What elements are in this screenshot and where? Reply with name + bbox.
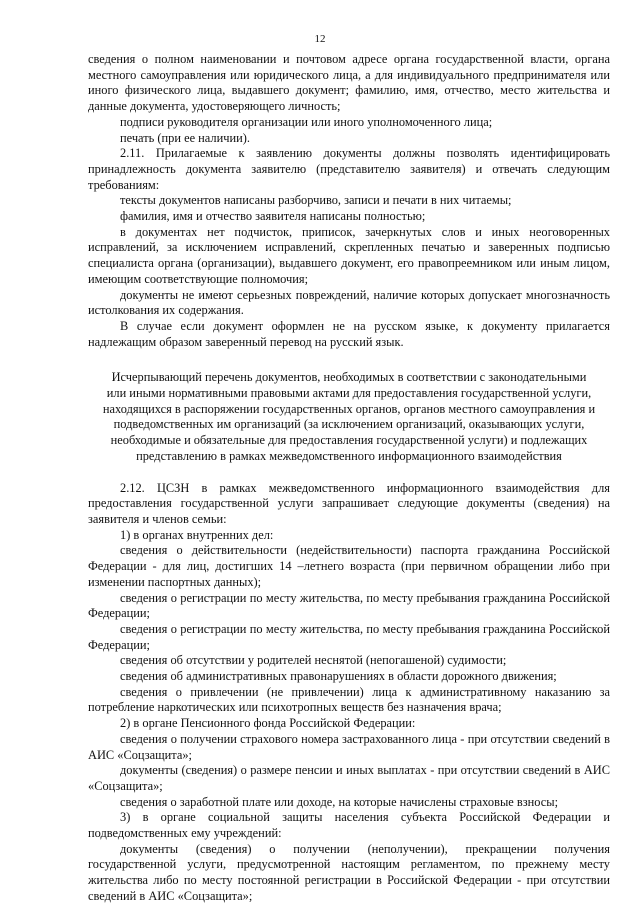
paragraph-stamp: печать (при ее наличии).	[120, 130, 250, 145]
paragraph-2-11: 2.11. Прилагаемые к заявлению документы должны позволять идентифицировать принадлежность документа заявителю (представителю заявителя) и отвечать следующим требованиям:	[88, 146, 610, 192]
page-number: 12	[314, 33, 326, 45]
paragraph-legible-texts: тексты документов написаны разборчиво, записи и печати в них читаемы;	[120, 193, 512, 208]
list-item-social-protection: 3) в органе социальной защиты населения субъекта Российской Федерации и подведомственных ему учреждений:	[88, 810, 610, 841]
list-item-service-receipt: документы (сведения) о получении (неполучении), прекращении получения государственной услуги, предусмотренной настоящим регламентом, по прежнему месту жительства либо по месту постоянной регистрации в Российской Федерации - при отсутствии сведений в АИС «Соцзащита»;	[88, 841, 610, 903]
list-item-pension-fund: 2) в органе Пенсионного фонда Российской Федерации:	[120, 716, 416, 731]
list-item-registration-1: сведения о регистрации по месту жительства, по месту пребывания гражданина Российской Федерации;	[88, 590, 610, 621]
list-item-insurance-number: сведения о получении страхового номера застрахованного лица - при отсутствии сведений в АИС «Соцзащита»;	[88, 731, 610, 762]
paragraph-translation: В случае если документ оформлен не на русском языке, к документу прилагается надлежащим образом заверенный перевод на русский язык.	[88, 318, 610, 349]
list-item-internal-affairs: 1) в органах внутренних дел:	[120, 527, 274, 542]
list-item-traffic-offenses: сведения об административных правонарушениях в области дорожного движения;	[120, 669, 557, 684]
paragraph-2-12: 2.12. ЦСЗН в рамках межведомственного информационного взаимодействия для предоставления государственной услуги запрашивает следующие документы (сведения) на заявителя и членов семьи:	[88, 480, 610, 526]
list-item-drug-offenses: сведения о привлечении (не привлечении) лица к административному наказанию за потребление наркотических или психотропных веществ без назначения врача;	[88, 684, 610, 715]
paragraph-no-damage: документы не имеют серьезных повреждений, наличие которых допускает многозначность истолкования их содержания.	[88, 287, 610, 318]
paragraph-no-corrections: в документах нет подчисток, приписок, зачеркнутых слов и иных неоговоренных исправлений, за исключением исправлений, скрепленных печатью и заверенных подписью специалиста органа (организации), выдавшего документ, его правопреемником или иным лицом, имеющим соответствующие полномочия;	[88, 224, 610, 286]
section-heading: Исчерпывающий перечень документов, необходимых в соответствии с законодательными или иными нормативными правовыми актами для предоставления государственной услуги, находящихся в распоряжении государственных органов, органов местного самоуправления и подведомственных им организаций (за исключением организаций, оказывающих услуги, необходимые и обязательные для предоставления государственной услуги) и подлежащих представлению в рамках межведомственного информационного взаимодействия	[102, 370, 596, 463]
list-item-passport-validity: сведения о действительности (недействительности) паспорта гражданина Российской Федерации - для лиц, достигших 14 –летнего возраста (при первичном обращении либо при изменении паспортных данных);	[88, 543, 610, 589]
paragraph-applicant-details: сведения о полном наименовании и почтовом адресе органа государственной власти, органа местного самоуправления или юридического лица, а для индивидуального предпринимателя или иного физического лица, выдавшего документ; фамилию, имя, отчество, место жительства и данные документа, удостоверяющего личность;	[88, 52, 610, 114]
list-item-registration-2: сведения о регистрации по месту жительства, по месту пребывания гражданина Российской Федерации;	[88, 621, 610, 652]
paragraph-signatures: подписи руководителя организации или иного уполномоченного лица;	[120, 114, 493, 129]
list-item-salary: сведения о заработной плате или доходе, на которые начислены страховые взносы;	[120, 794, 559, 809]
paragraph-full-name: фамилия, имя и отчество заявителя написаны полностью;	[120, 209, 426, 224]
list-item-pension-amount: документы (сведения) о размере пенсии и иных выплатах - при отсутствии сведений в АИС «Соцзащита»;	[88, 763, 610, 793]
document-body	[88, 52, 610, 905]
list-item-criminal-record: сведения об отсутствии у родителей неснятой (непогашеной) судимости;	[120, 653, 507, 668]
